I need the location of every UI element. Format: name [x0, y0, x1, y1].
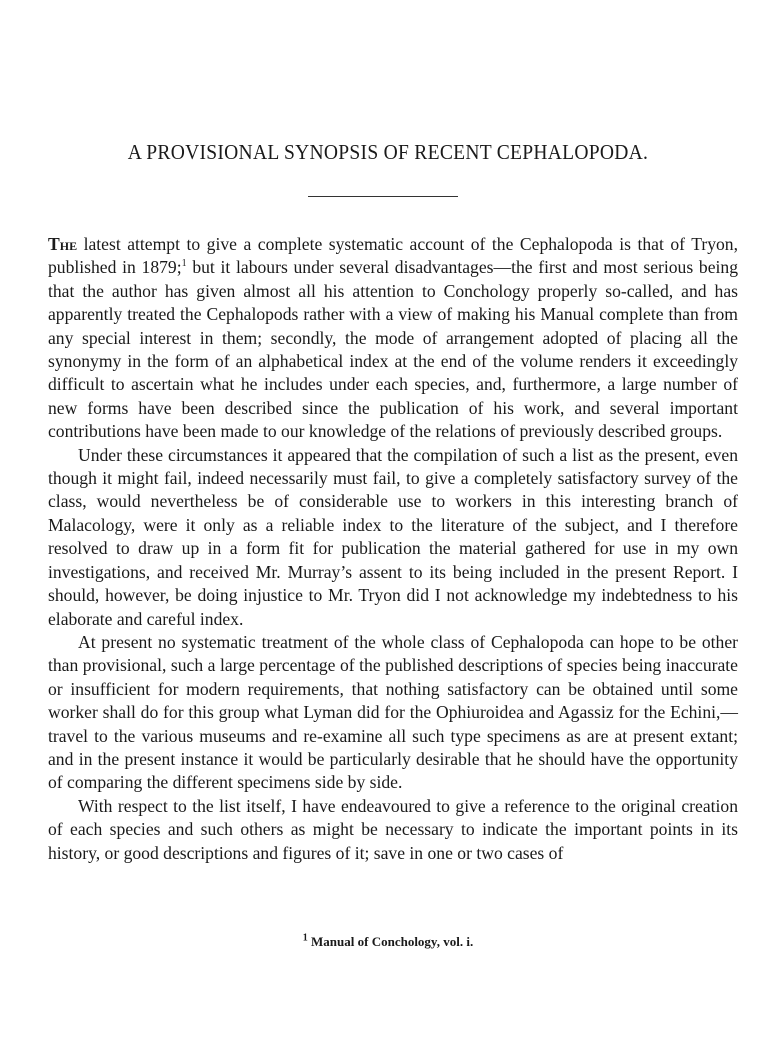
paragraph-4: With respect to the list itself, I have endeavoured to give a reference to the original creation of each species and such others as might be necessary to indicate the important points in its history, or good descriptions and figures of it; save in one or two cases of — [48, 795, 738, 863]
document-body — [48, 233, 738, 865]
paragraph-2: Under these circumstances it appeared that the compilation of such a list as the present, even though it might fail, indeed necessarily must fail, to give a completely satisfactory survey of the class, would nevertheless be of considerable use to workers in this interesting branch of Malacology, were it only as a reliable index to the literature of the subject, and I therefore resolved to draw up in a form fit for publication the material gathered for use in my own investigations, and received Mr. Murray’s assent to its being included in the present Report. I should, however, be doing injustice to Mr. Tryon did I not acknowledge my indebtedness to his elaborate and careful index. — [48, 444, 738, 629]
paragraph-lead-word: The — [48, 234, 78, 254]
title-divider — [308, 196, 458, 197]
footnote-text: Manual of Conchology, vol. i. — [307, 934, 474, 949]
footnote-reference[interactable]: 1 — [181, 258, 187, 270]
paragraph-text-continued: but it labours under several disadvantages—the first and most serious being that the author has given almost all his attention to Conchology properly so-called, and has apparently treated the Cephalopods rather with a view of making his Manual complete than from any special interest in them; secondly, the mode of arrangement adopted of placing all the synonymy in the form of an alphabetical index at the end of the volume renders it exceedingly difficult to ascertain what he includes under each species, and, furthermore, a large number of new forms have been described since the publication of his work, and several important contributions have been made to our knowledge of the relations of previously described groups. — [48, 257, 738, 442]
paragraph-text: latest attempt to give a complete systematic account of the Cephalopoda is that of Tryon, published in 1879; — [48, 234, 738, 278]
paragraph-3: At present no systematic treatment of the whole class of Cephalopoda can hope to be other than provisional, such a large percentage of the published descriptions of species being inaccurate or insufficient for modern requirements, that nothing satisfactory can be obtained until some worker shall do for this group what Lyman did for the Ophiuroidea and Agassiz for the Echini,—travel to the various museums and re-examine all such type specimens as are at present extant; and in the present instance it would be particularly desirable that he should have the opportunity of comparing the different specimens side by side. — [48, 631, 738, 793]
footnote — [0, 934, 776, 950]
footnote-marker: 1 — [302, 932, 308, 944]
paragraph-1 — [48, 233, 738, 444]
page-title: A PROVISIONAL SYNOPSIS OF RECENT CEPHALOPODA. — [127, 140, 649, 164]
